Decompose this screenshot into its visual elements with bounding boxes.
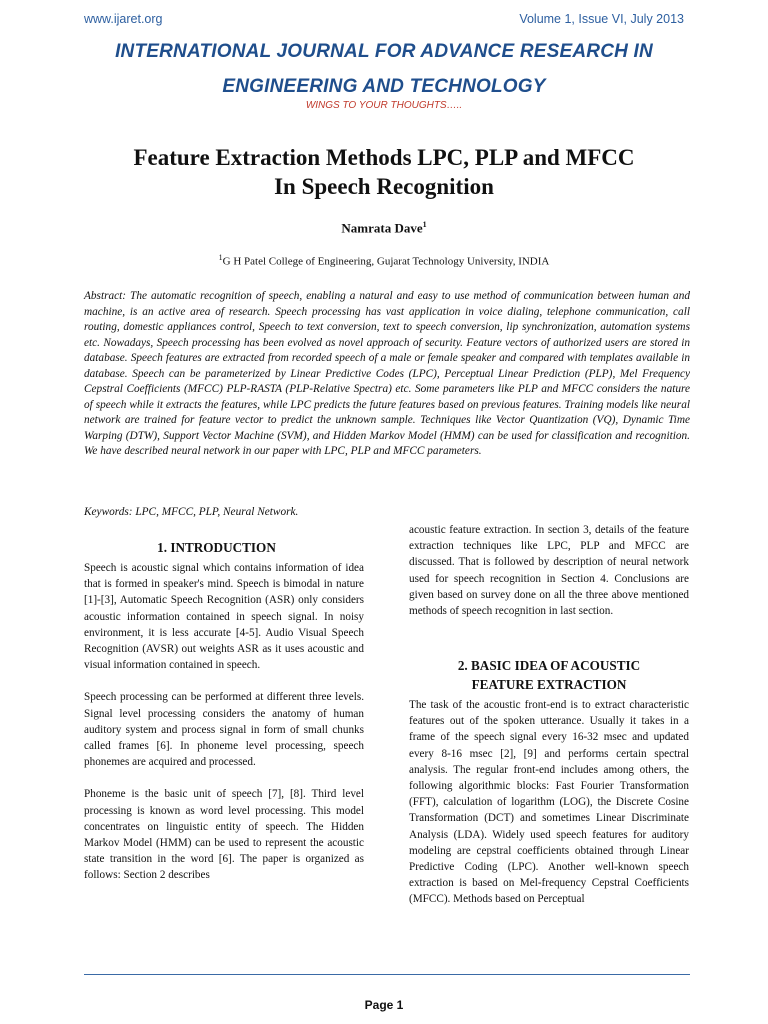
left-column xyxy=(84,560,364,900)
section2-heading xyxy=(409,656,689,694)
journal-tagline: WINGS TO YOUR THOUGHTS….. xyxy=(305,100,463,111)
intro-paragraph-3: Phoneme is the basic unit of speech [7], [8]. Third level processing is known as word level processing. This model concentrates on linguistic entity of speech. The Hidden Markov Model (HMM) can be used to represent the acoustic state transition in the word [6]. The paper is organized as follows: Section 2 describes xyxy=(84,788,364,882)
abstract: Abstract: The automatic recognition of speech, enabling a natural and easy to use method of communication between human and machine, is an active area of research. Speech processing has vast application in voice dialing, telephone communication, call routing, domestic appliances control, Speech to text conversion, text to speech conversion, lip synchronization, automation systems etc. Nowadays, Speech processing has been evolved as novel approach of security. Feature vectors of authorized users are stored in database. Speech features are extracted from recorded speech of a male or female speaker and compared with templates available in database. Speech can be parameterized by Linear Predictive Codes (LPC), Perceptual Linear Prediction (PLP), Mel Frequency Cepstral Coefficients (MFCC) PLP-RASTA (PLP-Relative Spectra) etc. Some parameters like PLP and MFCC considers the nature of speech while it extracts the features, while LPC predicts the future features based on previous features. Training models like neural network are trained for feature vector to predict the unknown sample. Techniques like Vector Quantization (VQ), Dynamic Time Warping (DTW), Support Vector Machine (SVM), and Hidden Markov Model (HMM) can be used for classification and recognition. We have described neural network in our paper with LPC, PLP and MFCC parameters. xyxy=(84,290,690,457)
keywords: Keywords: LPC, MFCC, PLP, Neural Network. xyxy=(84,506,299,518)
section2-heading-line1: 2. BASIC IDEA OF ACOUSTIC xyxy=(457,658,641,673)
intro-paragraph-2: Speech processing can be performed at different three levels. Signal level processing considers the anatomy of human auditory system and process signal in form of small chunks called frames [6]. In phoneme level processing, speech phonemes are acquired and processed. xyxy=(84,691,364,769)
author-name xyxy=(0,220,768,236)
intro-paragraph-1: Speech is acoustic signal which contains information of idea that is formed in speaker's mind. Speech is bimodal in nature [1]-[3], Automatic Speech Recognition (ASR) only considers acoustic information contained in speech signal. In noisy environment, it is less accurate [4-5]. Audio Visual Speech Recognition (AVSR) out weights ASR as it uses acoustic and visual information contained in speech. xyxy=(84,562,364,672)
affiliation-text: G H Patel College of Engineering, Gujarat Technology University, INDIA xyxy=(222,255,550,268)
section2-heading-line2: FEATURE EXTRACTION xyxy=(471,677,627,692)
affiliation-superscript: 1 xyxy=(218,253,223,262)
paper-title-line2: In Speech Recognition xyxy=(274,174,494,199)
affiliation xyxy=(0,253,768,268)
section2-body xyxy=(409,697,689,924)
footer-rule xyxy=(84,974,690,975)
author-superscript: 1 xyxy=(422,220,427,229)
section1-heading: 1. INTRODUCTION xyxy=(157,540,276,555)
right-column xyxy=(409,522,689,635)
journal-title-line1: INTERNATIONAL JOURNAL FOR ADVANCE RESEARCH IN xyxy=(115,41,653,62)
volume-info: Volume 1, Issue VI, July 2013 xyxy=(519,12,684,26)
paper-title-line1: Feature Extraction Methods LPC, PLP and MFCC xyxy=(133,145,635,170)
journal-title-line2: ENGINEERING AND TECHNOLOGY xyxy=(222,76,546,97)
journal-website[interactable]: www.ijaret.org xyxy=(84,12,163,26)
section2-paragraph-1: The task of the acoustic front-end is to extract characteristic features out of the spoken utterance. Usually it takes in a frame of the speech signal every 16-32 msec and updated every 8-16 msec [2], [9] and performs certain spectral analysis. The regular front-end includes among others, the following algorithmic blocks: Fast Fourier Transformation (FFT), calculation of logarithm (LOG), the Discrete Cosine Transformation (DCT) and sometimes Linear Discriminate Analysis (LDA). Widely used speech features for auditory modeling are cepstral coefficients obtained through Linear Predictive Coding (LPC). Another well-known speech extraction is based on Mel-frequency Cepstral Coefficients (MFCC). Methods based on Perceptual xyxy=(409,699,689,906)
intro-paragraph-continued: acoustic feature extraction. In section 3, details of the feature extraction techniques like LPC, PLP and MFCC are discussed. That is followed by description of neural network used for speech recognition in Section 4. Conclusions are given based on survey done on all the three above mentioned methods of speech recognition in last section. xyxy=(409,524,689,618)
page-number: Page 1 xyxy=(364,998,404,1012)
author-name-text: Namrata Dave xyxy=(341,220,423,236)
